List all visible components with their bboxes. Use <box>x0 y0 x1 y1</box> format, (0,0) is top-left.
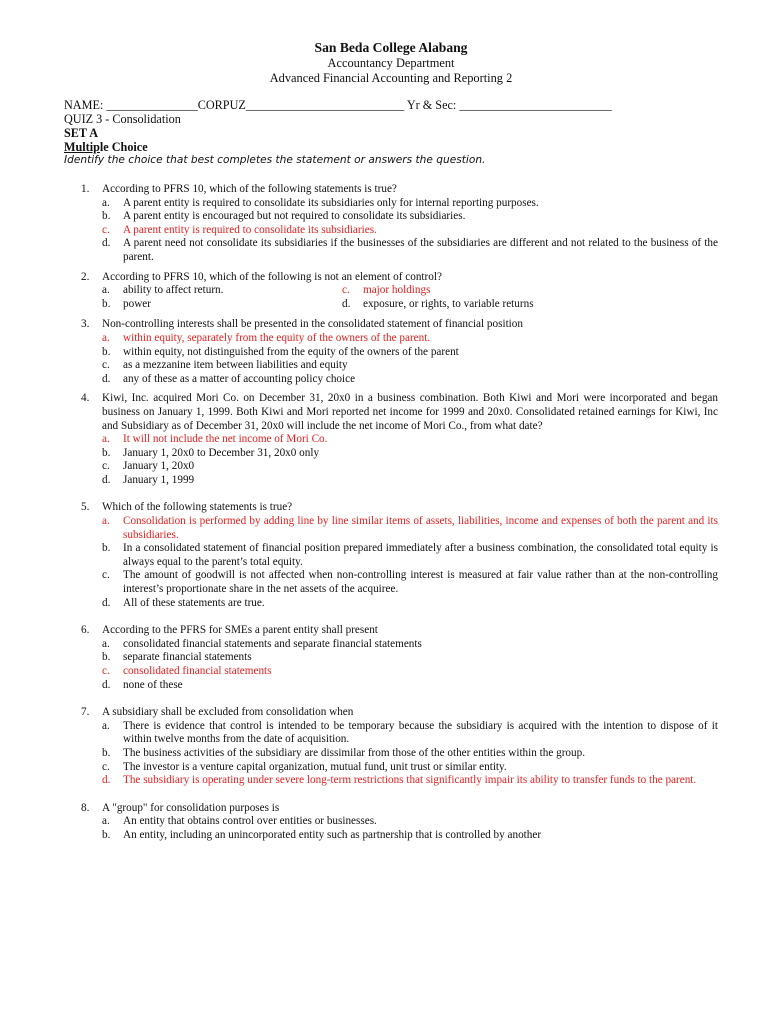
option-letter: c. <box>342 284 350 297</box>
option-d <box>342 298 718 312</box>
department-name: Accountancy Department <box>327 56 455 70</box>
option-letter: a. <box>102 433 110 446</box>
question-2 <box>64 271 718 312</box>
option-a <box>102 720 718 747</box>
option-text: A parent entity is required to consolidate its subsidiaries. <box>123 223 377 236</box>
option-text: any of these as a matter of accounting policy choice <box>123 372 356 385</box>
question-text: Kiwi, Inc. acquired Mori Co. on December 31, 20x0 in a business combination. Both Kiwi and Mori were incorporated and began business on January 1, 1999. Both Kiwi and Mori reported net income for 1999 and 20x0. Consolidated retained earnings for Kiwi, Inc and Subsidiary as of December 31, 20x0 will include the net income of Mori Co., from what date? <box>102 392 718 432</box>
option-letter: c. <box>102 665 110 677</box>
option-text: consolidated financial statements and separate financial statements <box>123 637 422 650</box>
option-c-answer <box>102 665 718 679</box>
option-text: There is evidence that control is intended to be temporary because the subsidiary is acquired with the intention to dispose of it within twelve months from the date of acquisition. <box>123 719 718 746</box>
option-letter: a. <box>102 719 110 732</box>
option-d <box>102 373 718 387</box>
option-c <box>102 460 718 474</box>
option-text: ability to affect return. <box>123 284 224 297</box>
option-letter: b. <box>102 651 111 664</box>
options <box>102 815 718 842</box>
option-b <box>102 210 718 224</box>
option-a-answer <box>102 433 718 447</box>
option-b <box>102 298 342 312</box>
option-c-answer <box>342 284 718 298</box>
question-3 <box>64 318 718 386</box>
name-label: NAME: <box>64 98 107 112</box>
option-text: as a mezzanine item between liabilities and equity <box>123 359 348 372</box>
question-text: According to PFRS 10, which of the following statements is true? <box>102 183 397 195</box>
option-letter: b. <box>102 345 111 358</box>
question-4 <box>64 392 718 487</box>
question-text: Non-controlling interests shall be presented in the consolidated statement of financial position <box>102 318 523 331</box>
option-a-answer <box>102 332 718 346</box>
question-list <box>64 183 718 843</box>
option-text: A parent need not consolidate its subsidiaries if the businesses of the subsidiaries are different and not related to the business of the parent. <box>123 237 718 263</box>
yr-sec-label: Yr & Sec: <box>404 98 460 112</box>
option-text: A parent entity is required to consolidate its subsidiaries only for internal reporting purposes. <box>123 196 539 209</box>
option-d <box>102 237 718 264</box>
question-number: 2. <box>81 270 90 283</box>
set-label: SET A <box>64 125 98 140</box>
option-text: separate financial statements <box>123 651 252 664</box>
option-letter: b. <box>102 542 111 555</box>
option-d <box>102 474 718 488</box>
options <box>102 433 718 487</box>
options <box>102 197 718 265</box>
option-letter: a. <box>102 815 110 828</box>
question-number: 5. <box>81 501 90 514</box>
option-b <box>102 651 718 665</box>
option-text: January 1, 1999 <box>123 473 195 486</box>
option-letter: a. <box>102 331 110 344</box>
option-letter: c. <box>102 760 110 773</box>
option-a <box>102 197 718 211</box>
option-text: January 1, 20x0 to December 31, 20x0 only <box>123 446 320 459</box>
option-a <box>102 638 718 652</box>
question-number: 8. <box>81 801 90 814</box>
option-b <box>102 829 718 843</box>
name-blank-1: _______________ <box>106 98 198 112</box>
name-blank-2: __________________________ <box>245 98 405 112</box>
instructions: Identify the choice that best completes the statement or answers the question. <box>64 154 486 166</box>
option-text: The investor is a venture capital organization, mutual fund, unit trust or similar entity. <box>123 760 507 773</box>
option-d-answer <box>102 774 718 788</box>
question-number: 3. <box>81 318 90 331</box>
question-text: Which of the following statements is true? <box>102 501 293 514</box>
question-5 <box>64 501 718 610</box>
question-8 <box>64 802 718 843</box>
question-6 <box>64 624 718 692</box>
option-b <box>102 447 718 461</box>
option-letter: c. <box>102 460 110 473</box>
option-c <box>102 359 718 373</box>
option-b <box>102 542 718 569</box>
option-b <box>102 346 718 360</box>
option-text: It will not include the net income of Mori Co. <box>123 433 328 446</box>
option-letter: d. <box>102 372 111 385</box>
options <box>102 638 718 692</box>
options-column-right <box>342 284 718 311</box>
question-number: 7. <box>81 706 90 719</box>
option-text: power <box>123 297 151 310</box>
option-c <box>102 761 718 775</box>
options <box>102 332 718 386</box>
section-heading <box>64 140 718 154</box>
options-column-left <box>102 284 342 311</box>
option-text: A parent entity is encouraged but not required to consolidate its subsidiaries. <box>123 210 466 223</box>
option-letter: d. <box>102 237 111 250</box>
question-7 <box>64 706 718 788</box>
options <box>102 720 718 788</box>
option-text: within equity, not distinguished from the equity of the owners of the parent <box>123 345 459 358</box>
option-letter: c. <box>102 569 110 582</box>
school-name: San Beda College Alabang <box>314 40 468 55</box>
option-text: within equity, separately from the equity of the owners of the parent. <box>123 331 431 344</box>
yr-sec-blank: _________________________ <box>459 98 612 112</box>
option-text: exposure, or rights, to variable returns <box>363 297 534 310</box>
option-text: All of these statements are true. <box>123 596 265 609</box>
option-text: An entity, including an unincorporated entity such as partnership that is controlled by another <box>123 828 542 841</box>
section-heading-underlined: Multip <box>64 140 100 154</box>
option-letter: a. <box>102 515 110 528</box>
option-letter: a. <box>102 196 110 209</box>
question-text: According to the PFRS for SMEs a parent entity shall present <box>102 624 378 637</box>
question-text: According to PFRS 10, which of the following is not an element of control? <box>102 270 442 283</box>
option-c-answer <box>102 224 718 238</box>
option-a <box>102 815 718 829</box>
option-letter: d. <box>102 473 111 486</box>
option-text: The amount of goodwill is not affected when non-controlling interest is measured at fair value rather than at the non-controlling interest’s proportionate share in the net assets of the acquiree. <box>123 569 718 596</box>
option-letter: c. <box>102 359 110 372</box>
option-letter: b. <box>102 746 111 759</box>
name-value: CORPUZ <box>197 98 246 112</box>
option-text: An entity that obtains control over entities or businesses. <box>123 815 377 828</box>
option-letter: b. <box>102 297 111 310</box>
question-text: A subsidiary shall be excluded from consolidation when <box>102 706 354 719</box>
option-b <box>102 747 718 761</box>
option-letter: b. <box>102 828 111 841</box>
option-letter: a. <box>102 284 110 297</box>
option-letter: d. <box>342 297 351 310</box>
options <box>102 284 718 311</box>
option-letter: b. <box>102 210 111 223</box>
option-text: In a consolidated statement of financial position prepared immediately after a business combination, the consolidated total equity is always equal to the parent’s total equity. <box>123 542 718 568</box>
option-letter: b. <box>102 446 111 459</box>
option-text: none of these <box>123 678 183 691</box>
option-text: The business activities of the subsidiary are dissimilar from those of the other entities within the group. <box>123 746 586 759</box>
option-text: January 1, 20x0 <box>123 460 195 473</box>
option-text: major holdings <box>363 284 431 297</box>
option-letter: d. <box>102 596 111 609</box>
option-a <box>102 284 342 298</box>
option-text: The subsidiary is operating under severe long-term restrictions that significantly impair its ability to transfer funds to the parent. <box>123 774 697 787</box>
option-a-answer <box>102 515 718 542</box>
question-number: 6. <box>81 624 90 637</box>
option-d <box>102 597 718 611</box>
options <box>102 515 718 610</box>
section-heading-rest: le Choice <box>99 140 148 154</box>
option-letter: a. <box>102 637 110 650</box>
document-header <box>64 40 718 86</box>
option-letter: c. <box>102 223 110 236</box>
question-number: 4. <box>81 392 90 405</box>
option-letter: d. <box>102 678 111 691</box>
option-text: consolidated financial statements <box>123 665 272 677</box>
question-text: A "group" for consolidation purposes is <box>102 801 280 814</box>
option-d <box>102 679 718 693</box>
option-letter: d. <box>102 774 111 787</box>
course-title: Advanced Financial Accounting and Reporting 2 <box>269 71 513 85</box>
question-number: 1. <box>81 183 90 195</box>
name-row <box>64 98 718 113</box>
option-c <box>102 569 718 596</box>
question-1 <box>64 183 718 265</box>
quiz-title: QUIZ 3 - Consolidation <box>64 112 181 126</box>
option-text: Consolidation is performed by adding line by line similar items of assets, liabilities, income and expenses of both the parent and its subsidiaries. <box>123 515 718 541</box>
